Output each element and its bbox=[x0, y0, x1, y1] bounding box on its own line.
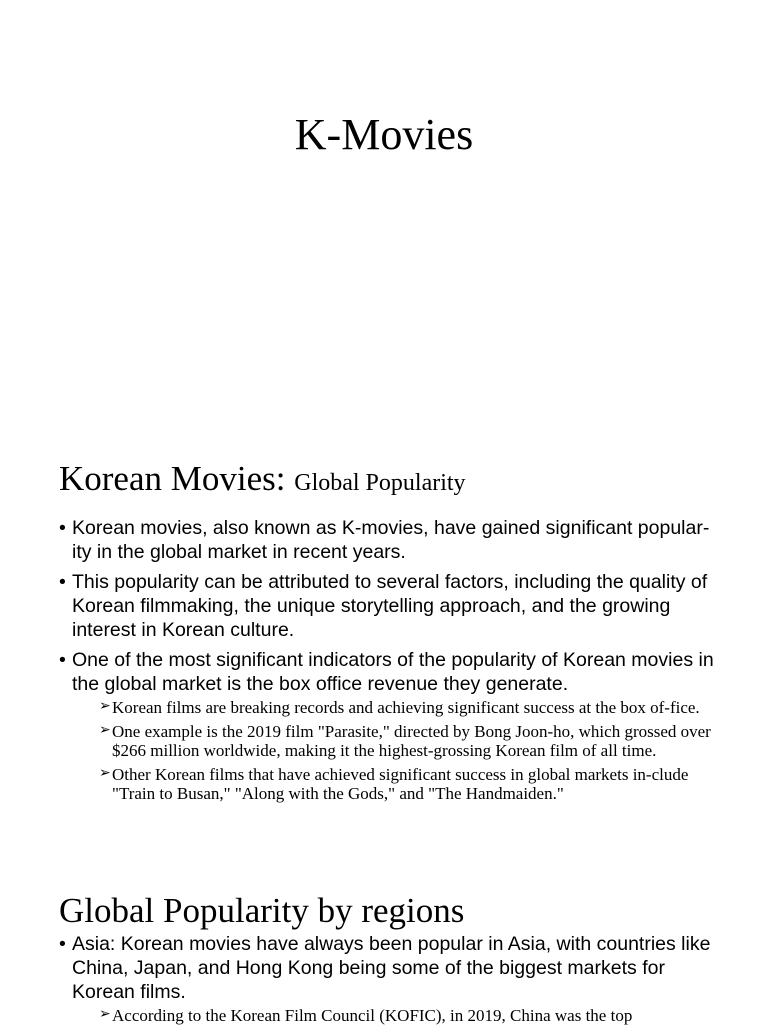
sub-bullet-text: One example is the 2019 film "Parasite," directed by Bong Joon-ho, which grossed over $266 million worldwide, making it the highest-grossing Korean film of all time. bbox=[112, 721, 711, 760]
list-item bbox=[59, 516, 719, 564]
section-heading bbox=[59, 458, 719, 504]
bullet-text: Asia: Korean movies have always been popular in Asia, with countries like China, Japan, and Hong Kong being some of the biggest markets for Korean films. bbox=[72, 933, 711, 1003]
sub-list-item bbox=[72, 722, 719, 761]
list-item bbox=[59, 648, 719, 804]
bullet-list bbox=[59, 516, 719, 804]
heading-sub: Global Popularity bbox=[294, 470, 466, 496]
sub-list-item bbox=[72, 765, 719, 804]
sub-bullet-text: According to the Korean Film Council (KOFIC), in 2019, China was the top bbox=[112, 1006, 633, 1025]
bullet-icon: • bbox=[59, 517, 66, 539]
sub-list-item bbox=[72, 1006, 719, 1026]
sub-list-item bbox=[72, 698, 719, 718]
bullet-list bbox=[59, 932, 719, 1026]
arrow-bullet-icon: ➢ bbox=[99, 721, 111, 738]
heading-main: Korean Movies: bbox=[59, 459, 286, 498]
list-item bbox=[59, 570, 719, 642]
sub-bullet-list bbox=[72, 1006, 719, 1026]
arrow-bullet-icon: ➢ bbox=[99, 764, 111, 781]
bullet-text: This popularity can be attributed to several factors, including the quality of Korean filmmaking, the unique storytelling approach, and the growing interest in Korean culture. bbox=[72, 571, 708, 641]
bullet-icon: • bbox=[59, 649, 66, 671]
arrow-bullet-icon: ➢ bbox=[99, 1006, 111, 1022]
list-item bbox=[59, 932, 719, 1026]
sub-bullet-text: Korean films are breaking records and achieving significant success at the box of-fice. bbox=[112, 698, 700, 717]
slide-title: K-Movies bbox=[294, 110, 474, 159]
bullet-icon: • bbox=[59, 571, 66, 593]
arrow-bullet-icon: ➢ bbox=[99, 698, 111, 714]
section-popularity-by-regions bbox=[59, 890, 719, 1032]
sub-bullet-text: Other Korean films that have achieved significant success in global markets in-clude "Train to Busan," "Along with the Gods," and "The Handmaiden." bbox=[112, 764, 689, 803]
sub-bullet-list bbox=[72, 698, 719, 804]
section-heading: Global Popularity by regions bbox=[59, 891, 465, 930]
bullet-icon: • bbox=[59, 933, 66, 955]
bullet-text: Korean movies, also known as K-movies, have gained significant popular-ity in the global market in recent years. bbox=[72, 517, 710, 563]
bullet-text: One of the most significant indicators of the popularity of Korean movies in the global market is the box office revenue they generate. bbox=[72, 649, 714, 695]
section-global-popularity bbox=[59, 458, 719, 810]
